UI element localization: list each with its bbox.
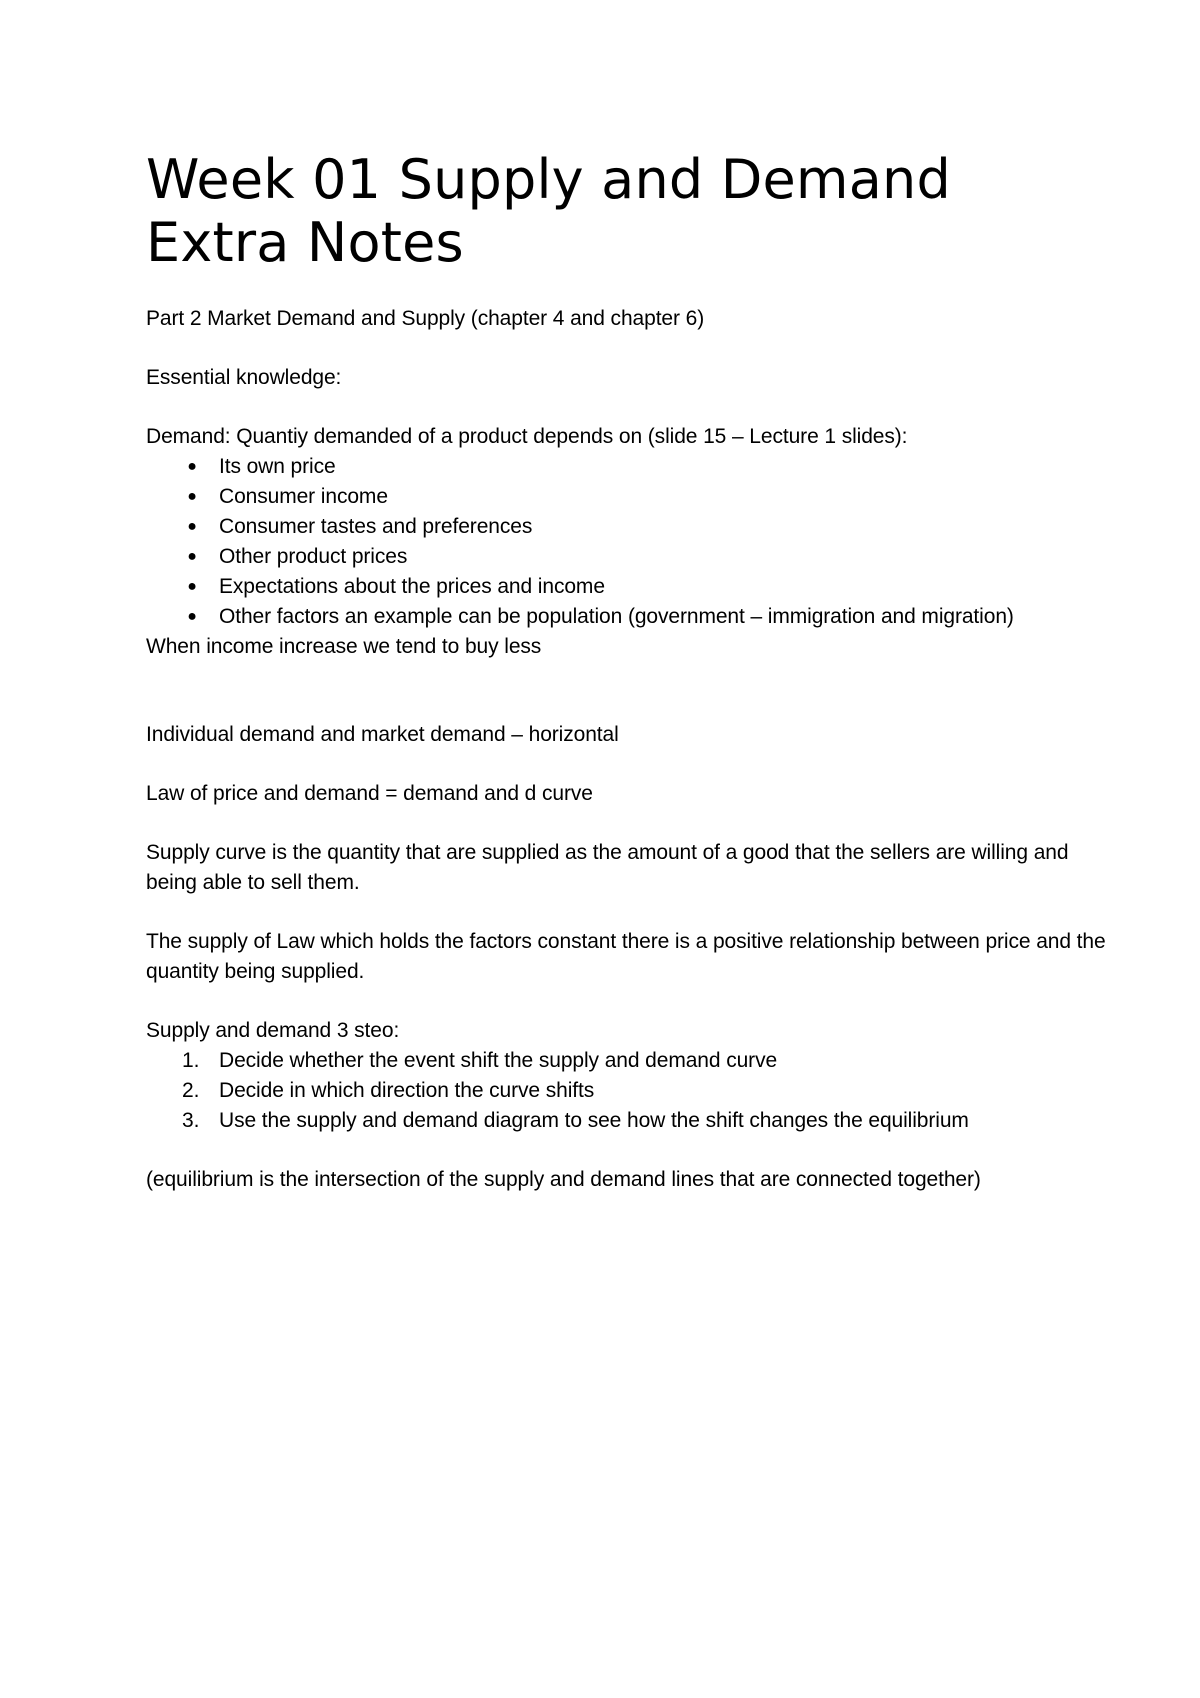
bullet-icon: ● bbox=[187, 518, 197, 535]
step-number: 3. bbox=[182, 1109, 200, 1132]
list-item: ● Other factors an example can be population (government – immigration and migration) bbox=[146, 602, 1106, 632]
steps-heading: Supply and demand 3 steo: bbox=[146, 1019, 400, 1042]
bullet-icon: ● bbox=[187, 488, 197, 505]
step-number: 1. bbox=[182, 1049, 200, 1072]
list-item: ● Consumer tastes and preferences bbox=[146, 512, 1106, 542]
bullet-icon: ● bbox=[187, 548, 197, 565]
list-item: 1. Decide whether the event shift the supply and demand curve bbox=[146, 1046, 1106, 1076]
part-heading: Part 2 Market Demand and Supply (chapter 4 and chapter 6) bbox=[146, 307, 705, 330]
bullet-icon: ● bbox=[187, 608, 197, 625]
demand-factors-list bbox=[146, 452, 1106, 632]
title-line-2: Extra Notes bbox=[146, 211, 464, 274]
equilibrium-note: (equilibrium is the intersection of the supply and demand lines that are connected together) bbox=[146, 1168, 981, 1191]
list-item: 3. Use the supply and demand diagram to see how the shift changes the equilibrium bbox=[146, 1106, 1106, 1136]
law-price-demand-note: Law of price and demand = demand and d curve bbox=[146, 782, 593, 805]
essential-knowledge-label: Essential knowledge: bbox=[146, 366, 342, 389]
supply-law-note: The supply of Law which holds the factors constant there is a positive relationship between price and the quantity being supplied. bbox=[146, 930, 1106, 983]
list-item: ● Other product prices bbox=[146, 542, 1106, 572]
step-number: 2. bbox=[182, 1079, 200, 1102]
supply-curve-note: Supply curve is the quantity that are supplied as the amount of a good that the sellers are willing and being able to sell them. bbox=[146, 841, 1069, 894]
list-item: ● Expectations about the prices and income bbox=[146, 572, 1106, 602]
list-item: ● Consumer income bbox=[146, 482, 1106, 512]
income-note: When income increase we tend to buy less bbox=[146, 635, 542, 658]
document-body bbox=[146, 148, 1106, 1195]
list-item: ● Its own price bbox=[146, 452, 1106, 482]
bullet-icon: ● bbox=[187, 578, 197, 595]
list-item: 2. Decide in which direction the curve shifts bbox=[146, 1076, 1106, 1106]
title-line-1: Week 01 Supply and Demand bbox=[146, 148, 951, 211]
document-title bbox=[146, 148, 1106, 274]
individual-market-note: Individual demand and market demand – horizontal bbox=[146, 723, 619, 746]
demand-intro: Demand: Quantiy demanded of a product depends on (slide 15 – Lecture 1 slides): bbox=[146, 425, 908, 448]
steps-list bbox=[146, 1046, 1106, 1136]
bullet-icon: ● bbox=[187, 458, 197, 475]
